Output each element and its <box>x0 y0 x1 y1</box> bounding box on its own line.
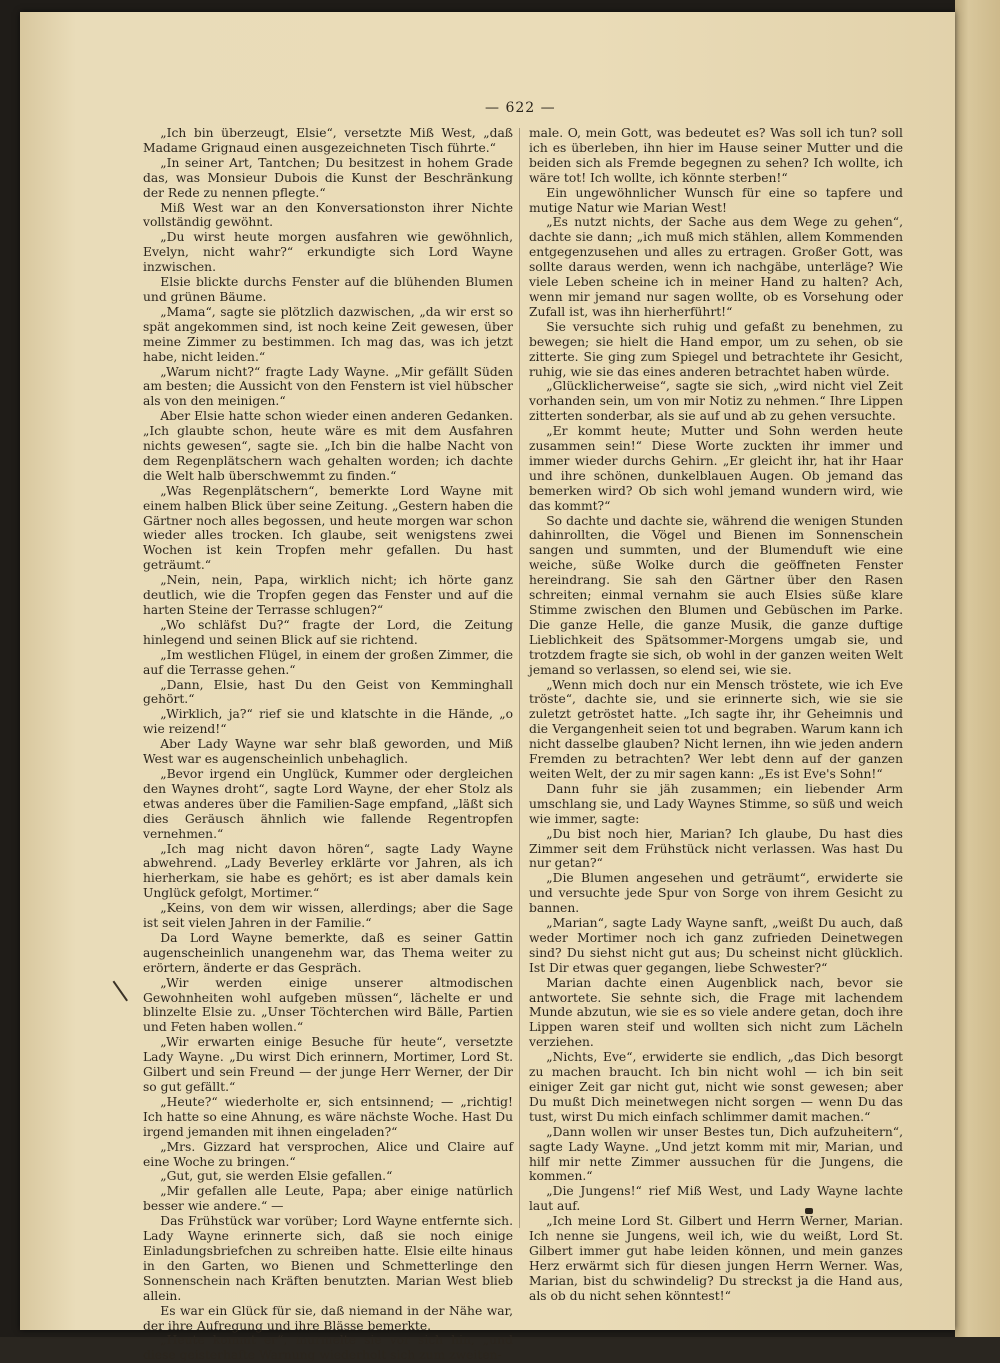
paragraph: „Nichts, Eve“, erwiderte sie endlich, „das Dich besorgt zu machen braucht. Ich bin nicht wohl — ich bin seit einiger Zeit gar nicht gut, nicht wie sonst gewesen; aber Du mußt Dich meinetwegen nicht sorgen — wenn Du das tust, wirst Du mich einfach schlimmer damit machen.“ <box>529 1050 903 1124</box>
paragraph: „Mir gefallen alle Leute, Papa; aber einige natürlich besser wie andere.“ — <box>143 1184 513 1214</box>
text-column-left <box>143 126 513 1363</box>
paragraph: „Keins, von dem wir wissen, allerdings; aber die Sage ist seit vielen Jahren in der Familie.“ <box>143 901 513 931</box>
paragraph: „Ich bin überzeugt, Elsie“, versetzte Miß West, „daß Madame Grignaud einen ausgezeichneten Tisch führte.“ <box>143 126 513 155</box>
paragraph: „Bevor irgend ein Unglück, Kummer oder dergleichen den Waynes droht“, sagte Lord Wayne, der eher Stolz als etwas anderes über die Familien-Sage empfand, „läßt sich dies Geräusch ähnlich wie fallende Regentropfen vernehmen.“ <box>143 766 513 841</box>
paragraph: „Was Regenplätschern“, bemerkte Lord Wayne mit einem halben Blick über seine Zeitung. „Gestern haben die Gärtner noch alles begossen, und heute morgen war schon wieder alles trocken. Ich glaube, seit wenigstens zwei Wochen ist kein Tropfen mehr gefallen. Du hast geträumt.“ <box>143 483 514 573</box>
paragraph: „Es nutzt nichts, der Sache aus dem Wege zu gehen“, dachte sie dann; „ich muß mich stählen, allem Kommenden entgegenzusehen und alles zu ertragen. Großer Gott, was sollte daraus werden, wenn ich nachgäbe, unterläge? Wie viele Leben scheine ich in meiner Hand zu halten? Ach, wenn mir jemand nur sagen wollte, ob es Vorsehung oder Zufall ist, was ihn hierherführt!“ <box>529 215 903 319</box>
paragraph: Miß West war an den Konversationston ihrer Nichte vollständig gewöhnt. <box>143 200 513 230</box>
next-page-edge <box>955 0 1000 1337</box>
column-divider <box>519 128 520 1228</box>
paragraph: „In seiner Art, Tantchen; Du besitzest in hohem Grade das, was Monsieur Dubois die Kunst der Beschränkung der Rede zu nennen pflegte.“ <box>143 155 513 200</box>
paragraph: Das Frühstück war vorüber; Lord Wayne entfernte sich. Lady Wayne erinnerte sich, daß sie noch einige Einladungsbriefchen zu schreiben hatte. Elsie eilte hinaus in den Garten, wo Bienen und Schmetterlinge den Sonnenschein nach Kräften benutzten. Marian West blieb allein. <box>143 1214 513 1303</box>
paragraph: „Heute kommt er“, murmelte sie vor sich hin, „und diese geisterhafte Warnung wiederholt sich zum zweiten- <box>143 1333 513 1363</box>
paragraph: „Gut, gut, sie werden Elsie gefallen.“ <box>160 1169 393 1184</box>
paragraph: „Er kommt heute; Mutter und Sohn werden heute zusammen sein!“ Diese Worte zuckten ihr immer und immer wieder durchs Gehirn. „Er gleicht ihr, hat ihr Haar und ihre schönen, dunkelblauen Augen. Ob jemand das bemerken wird? Ob sich wohl jemand wundern wird, wie das kommt?“ <box>529 424 903 513</box>
paragraph: male. O, mein Gott, was bedeutet es? Was soll ich tun? soll ich es überleben, ihn hier im Hause seiner Mutter und die beiden sich als Fremde begegnen zu sehen? Ich wollte, ich wäre tot! Ich wollte, ich könnte sterben!“ <box>529 126 903 185</box>
paragraph: „Dann, Elsie, hast Du den Geist von Kemminghall gehört.“ <box>143 677 513 707</box>
paragraph: So dachte und dachte sie, während die wenigen Stunden dahinrollten, die Vögel und Bienen im Sonnenschein sangen und summten, und der Blumenduft wie eine weiche, süße Wolke durch die geöffneten Fenster hereindrang. Sie sah den Gärtner über den Rasen schreiten; einmal vernahm sie auch Elsies süße klare Stimme zwischen den Blumen und Gebüschen im Parke. Die ganze Helle, die ganze Musik, die ganze duftige Lieblichkeit des Spätsommer-Morgens umgab sie, und trotzdem fragte sie sich, ob wohl in der ganzen weiten Welt jemand so verlassen, so elend sei, wie sie. <box>529 513 903 677</box>
paragraph: „Wenn mich doch nur ein Mensch tröstete, wie ich Eve tröste“, dachte sie, und sie erinnerte sich, wie sie sie zuletzt getröstet hatte. „Ich sagte ihr, ihr Geheimnis und die Vergangenheit seien tot und begraben. Warum kann ich nicht dasselbe glauben? Nicht lernen, ihn wie jeden andern Fremden zu betrachten? Wer lebt denn auf der ganzen weiten Welt, der zu mir sagen kann: „Es ist Eve's Sohn!“ <box>529 677 903 781</box>
paragraph: „Mrs. Gizzard hat versprochen, Alice und Claire auf eine Woche zu bringen.“ <box>143 1139 513 1169</box>
paragraph: „Wirklich, ja?“ rief sie und klatschte in die Hände, „o wie reizend!“ <box>143 707 513 737</box>
paragraph: Aber Lady Wayne war sehr blaß geworden, und Miß West war es augenscheinlich unbehaglich. <box>143 737 513 767</box>
paragraph: „Wo schläfst Du?“ fragte der Lord, die Zeitung hinlegend und seinen Blick auf sie richtend. <box>143 617 513 647</box>
paragraph: „Nein, nein, Papa, wirklich nicht; ich hörte ganz deutlich, wie die Tropfen gegen das Fenster und auf die harten Steine der Terrasse schlugen?“ <box>143 573 513 617</box>
paragraph: „Marian“, sagte Lady Wayne sanft, „weißt Du auch, daß weder Mortimer noch ich ganz zufrieden Deinetwegen sind? Du siehst nicht gut aus; Du scheinst nicht glücklich. Ist Dir etwas quer gegangen, liebe Schwester?“ <box>529 916 903 975</box>
paragraph: „Die Blumen angesehen und geträumt“, erwiderte sie und versuchte jede Spur von Sorge von ihrem Gesicht zu bannen. <box>529 871 903 916</box>
paragraph: Es war ein Glück für sie, daß niemand in der Nähe war, der ihre Aufregung und ihre Blässe bemerkte. <box>143 1303 513 1333</box>
paragraph: Aber Elsie hatte schon wieder einen anderen Gedanken. „Ich glaubte schon, heute wäre es mit dem Ausfahren nichts gewesen“, sagte sie. „Ich bin die halbe Nacht von dem Regenplätschern wach gehalten worden; ich dachte die Welt halb überschwemmt zu finden.“ <box>143 409 513 483</box>
paragraph: „Mama“, sagte sie plötzlich dazwischen, „da wir erst so spät angekommen sind, ist noch keine Zeit gewesen, über meine Zimmer zu bestimmen. Ich mag das, was ich jetzt habe, nicht leiden.“ <box>143 304 513 364</box>
paragraph: Ein ungewöhnlicher Wunsch für eine so tapfere und mutige Natur wie Marian West! <box>529 185 903 215</box>
paragraph: „Du bist noch hier, Marian? Ich glaube, Du hast dies Zimmer seit dem Frühstück nicht verlassen. Was hast Du nur getan?“ <box>529 826 903 871</box>
paragraph: „Du wirst heute morgen ausfahren wie gewöhnlich, Evelyn, nicht wahr?“ erkundigte sich Lord Wayne inzwischen. <box>143 230 513 275</box>
paragraph: Dann fuhr sie jäh zusammen; ein liebender Arm umschlang sie, und Lady Waynes Stimme, so süß und weich wie immer, sagte: <box>529 781 903 826</box>
paragraph: Sie versuchte sich ruhig und gefaßt zu benehmen, zu bewegen; sie hielt die Hand empor, um zu sehen, ob sie zitterte. Sie ging zum Spiegel und betrachtete ihr Gesicht, ruhig, wie sie das eines anderen betrachtet haben würde. <box>529 319 903 379</box>
paragraph: „Die Jungens!“ rief Miß West, und Lady Wayne lachte laut auf. <box>529 1184 903 1214</box>
paragraph: „Ich meine Lord St. Gilbert und Herrn Werner, Marian. Ich nenne sie Jungens, weil ich, wie du weißt, Lord St. Gilbert immer gut habe leiden können, und mein ganzes Herz erwärmt sich für diesen jungen Herrn Werner. Was, Marian, bist du schwindelig? Du streckst ja die Hand aus, als ob du nicht sehen könntest!“ <box>529 1214 903 1303</box>
paragraph: Elsie blickte durchs Fenster auf die blühenden Blumen und grünen Bäume. <box>143 275 513 304</box>
paragraph: Da Lord Wayne bemerkte, daß es seiner Gattin augenscheinlich unangenehm war, das Thema weiter zu erörtern, änderte er das Gespräch. <box>143 930 513 975</box>
paragraph: „Warum nicht?“ fragte Lady Wayne. „Mir gefällt Süden am besten; die Aussicht von den Fenstern ist viel hübscher als von den meinigen.“ <box>143 364 513 409</box>
paragraph: „Im westlichen Flügel, in einem der großen Zimmer, die auf die Terrasse gehen.“ <box>143 647 513 677</box>
paragraph: „Wir erwarten einige Besuche für heute“, versetzte Lady Wayne. „Du wirst Dich erinnern, Mortimer, Lord St. Gilbert und sein Freund — der junge Herr Werner, der Dir so gut gefällt.“ <box>143 1035 513 1094</box>
text-column-right <box>529 126 903 1304</box>
paragraph: „Ich mag nicht davon hören“, sagte Lady Wayne abwehrend. „Lady Beverley erklärte vor Jahren, als ich hierherkam, sie habe es gehört; es ist aber damals kein Unglück gefolgt, Mortimer.“ <box>143 841 513 901</box>
paragraph: Marian dachte einen Augenblick nach, bevor sie antwortete. Sie sehnte sich, die Frage mit lachendem Munde abzutun, wie sie es so viele andere getan, doch ihre Lippen waren steif und wollten sich nicht zum Lächeln verziehen. <box>529 975 903 1050</box>
paragraph: „Heute?“ wiederholte er, sich entsinnend; — „richtig! Ich hatte so eine Ahnung, es wäre nächste Woche. Hast Du irgend jemanden mit ihnen eingeladen?“ <box>143 1094 513 1139</box>
paragraph: „Glücklicherweise“, sagte sie sich, „wird nicht viel Zeit vorhanden sein, um von mir Notiz zu nehmen.“ Ihre Lippen zitterten sonderbar, als sie auf und ab zu gehen versuchte. <box>529 379 903 424</box>
paragraph: „Wir werden einige unserer altmodischen Gewohnheiten wohl aufgeben müssen“, lächelte er und blinzelte Elsie zu. „Unser Töchterchen wird Bälle, Partien und Feten haben wollen.“ <box>143 975 513 1035</box>
paragraph: „Dann wollen wir unser Bestes tun, Dich aufzuheitern“, sagte Lady Wayne. „Und jetzt komm mit mir, Marian, und hilf mir nette Zimmer aussuchen für die Jungens, die kommen.“ <box>529 1124 903 1184</box>
ink-spot <box>805 1208 813 1214</box>
page-number: — 622 — <box>485 100 556 116</box>
